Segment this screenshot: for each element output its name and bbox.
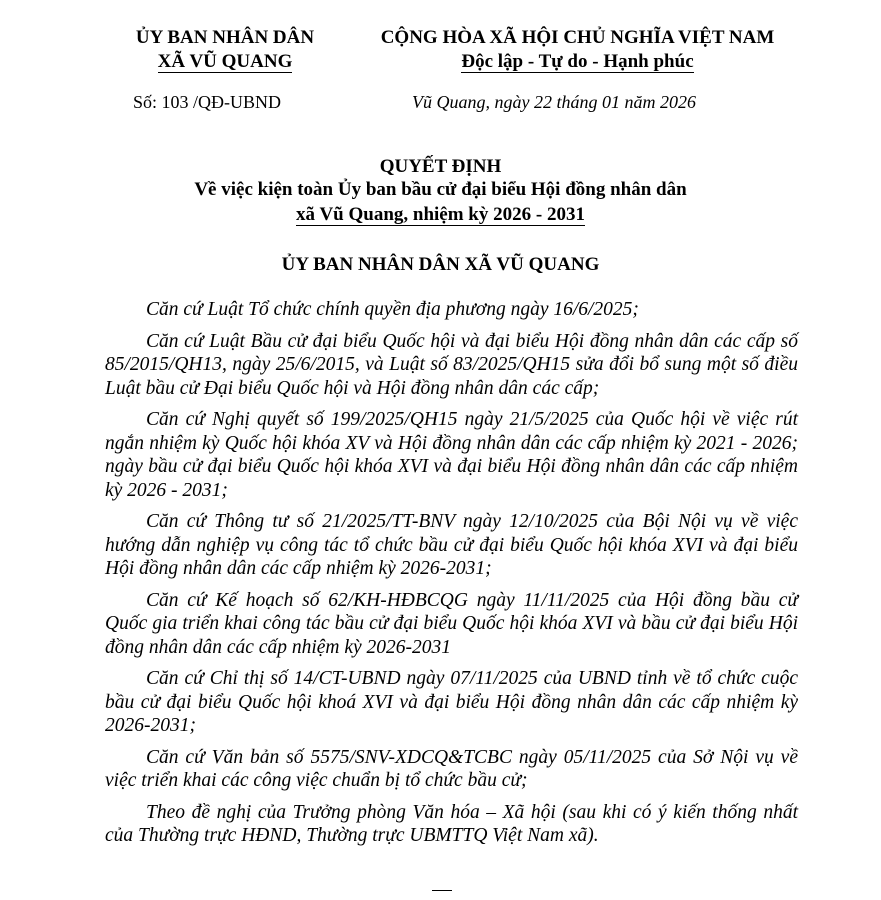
decision-subject-line1: Về việc kiện toàn Ủy ban bầu cử đại biểu Hội đồng nhân dân — [194, 179, 687, 200]
decision-subject-line2: xã Vũ Quang, nhiệm kỳ 2026 - 2031 — [296, 204, 585, 225]
legal-basis-item: Căn cứ Chỉ thị số 14/CT-UBND ngày 07/11/2025 của UBND tỉnh về tổ chức cuộc bầu cử đại biểu Quốc hội khoá XVI và đại biểu Hội đồng nhân dân các cấp nhiệm kỳ 2026-2031; — [105, 668, 798, 736]
place-date: Vũ Quang, ngày 22 tháng 01 năm 2026 — [412, 92, 696, 112]
agency-name: ỦY BAN NHÂN DÂN — [135, 27, 315, 48]
legal-basis-item: Căn cứ Nghị quyết số 199/2025/QH15 ngày 21/5/2025 của Quốc hội về việc rút ngắn nhiệm kỳ Quốc hội khóa XV và Hội đồng nhân dân các cấp nhiệm kỳ 2021 - 2026; ngày bầu cử đại biểu Quốc hội khóa XVI và đại biểu Hội đồng nhân dân các cấp nhiệm kỳ 2026 - 2031; — [105, 409, 798, 501]
legal-basis-item: Căn cứ Luật Tổ chức chính quyền địa phương ngày 16/6/2025; — [146, 299, 639, 320]
national-motto: Độc lập - Tự do - Hạnh phúc — [461, 51, 694, 72]
document-number: Số: 103 /QĐ-UBND — [133, 92, 282, 112]
decision-title: QUYẾT ĐỊNH — [379, 156, 502, 177]
agency-header — [100, 26, 350, 74]
bottom-divider — [432, 890, 452, 891]
legal-basis-item: Căn cứ Kế hoạch số 62/KH-HĐBCQG ngày 11/11/2025 của Hội đồng bầu cử Quốc gia triển khai công tác bầu cử đại biểu Quốc hội khóa XVI và bầu cử đại biểu Hội đồng nhân dân các cấp nhiệm kỳ 2026-2031 — [105, 589, 798, 658]
legal-basis-item: Căn cứ Thông tư số 21/2025/TT-BNV ngày 12/10/2025 của Bội Nội vụ về việc hướng dẫn nghiệp vụ công tác tổ chức bầu cử đại biểu Quốc hội khóa XVI và đại biểu Hội đồng nhân dân các cấp nhiệm kỳ 2026-2031; — [105, 511, 798, 579]
agency-locality: XÃ VŨ QUANG — [157, 51, 293, 72]
legal-basis-section — [105, 298, 798, 856]
legal-basis-item: Theo đề nghị của Trưởng phòng Văn hóa – Xã hội (sau khi có ý kiến thống nhất của Thường trực HĐND, Thường trực UBMTTQ Việt Nam xã). — [105, 801, 798, 846]
national-header — [350, 26, 805, 74]
legal-basis-item: Căn cứ Luật Bầu cử đại biểu Quốc hội và đại biểu Hội đồng nhân dân các cấp số 85/2015/QH13, ngày 25/6/2015, và Luật số 83/2025/QH15 sửa đổi bổ sung một số điều Luật bầu cử Đại biểu Quốc hội và Hội đồng nhân dân các cấp; — [105, 330, 798, 399]
national-title: CỘNG HÒA XÃ HỘI CHỦ NGHĨA VIỆT NAM — [380, 27, 775, 48]
issuing-authority: ỦY BAN NHÂN DÂN XÃ VŨ QUANG — [281, 254, 600, 275]
legal-basis-item: Căn cứ Văn bản số 5575/SNV-XDCQ&TCBC ngày 05/11/2025 của Sở Nội vụ về việc triển khai các công việc chuẩn bị tổ chức bầu cử; — [105, 746, 798, 791]
